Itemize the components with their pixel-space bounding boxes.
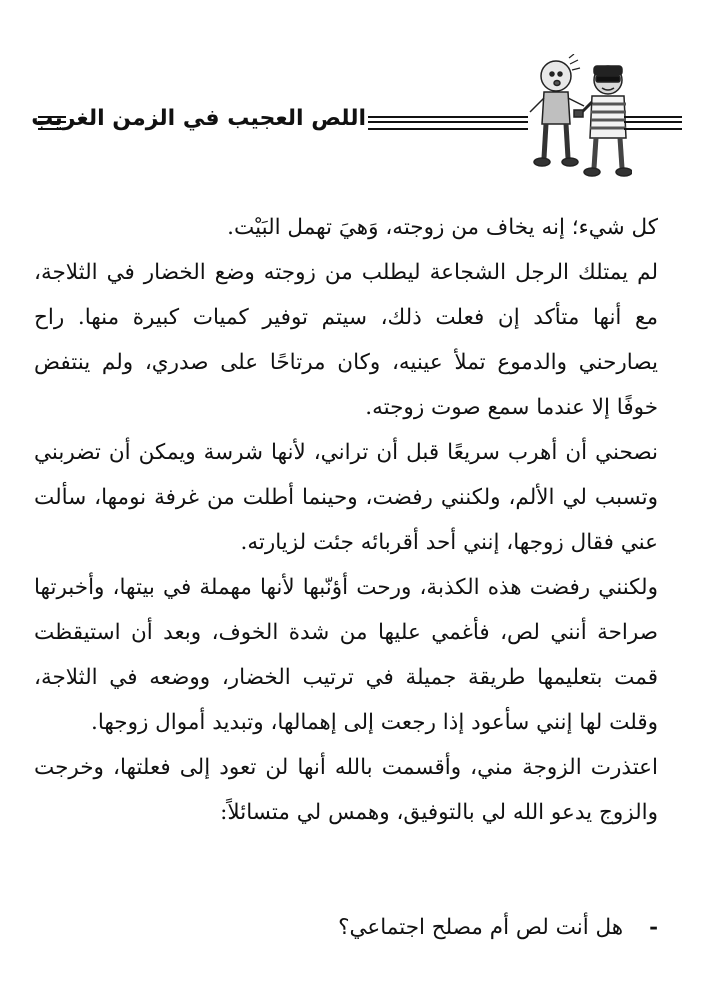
paragraph: كل شيء؛ إنه يخاف من زوجته، وَهيَ تهمل البَيْت. [227, 215, 658, 240]
paragraph: نصحني أن أهرب سريعًا قبل أن تراني، لأنها شرسة ويمكن أن تضربني وتسبب لي الألم، ولكنني رفضت، وحينما أطلت من غرفة نومها، سألت عني فقال زوجها، إنني أحد أقربائه جئت لزيارته. [34, 440, 658, 555]
chapter-title: اللص العجيب في الزمن الغريب [31, 106, 366, 131]
paragraph: لم يمتلك الرجل الشجاعة ليطلب من زوجته وضع الخضار في الثلاجة، مع أنها متأكد إن فعلت ذلك، سيتم توفير كميات كبيرة منها. راح يصارحني والدموع تملأ عينيه، وكان مرتاحًا على صدري، ولم ينتفض خوفًا إلا عندما سمع صوت زوجته. [34, 260, 658, 420]
page-header [28, 60, 688, 190]
decorative-rule-right [624, 116, 682, 130]
story-text [34, 205, 658, 835]
dialog-dash: - [649, 915, 658, 940]
dialog-text: هل أنت لص أم مصلح اجتماعي؟ [338, 915, 624, 940]
thief-and-man-illustration [522, 54, 632, 178]
paragraph: ولكنني رفضت هذه الكذبة، ورحت أؤنّبها لأنها مهملة في بيتها، وأخبرتها صراحة أنني لص، فأغمي عليها من شدة الخوف، وبعد أن استيقظت قمت بتعليمها طريقة جميلة في ترتيب الخضار، ووضعه في الثلاجة، وقلت لها إنني سأعود إذا رجعت إلى إهمالها، وتبديد أموال زوجها. [34, 575, 658, 735]
dialog-line [34, 905, 658, 950]
decorative-rule-middle [368, 116, 528, 130]
paragraph: اعتذرت الزوجة مني، وأقسمت بالله أنها لن تعود إلى فعلتها، وخرجت والزوج يدعو الله لي بالتوفيق، وهمس لي متسائلاً: [34, 755, 658, 825]
